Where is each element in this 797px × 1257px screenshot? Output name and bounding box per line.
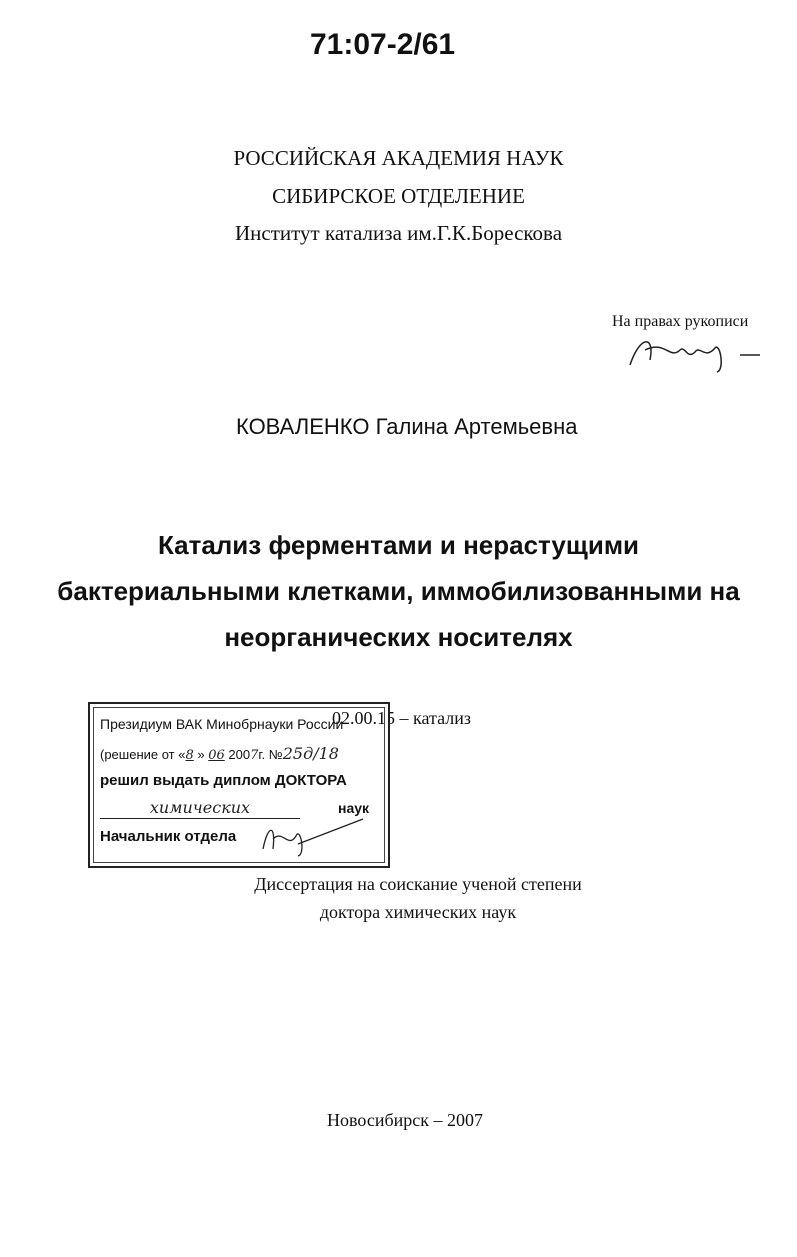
vak-stamp — [88, 702, 390, 868]
stamp-decision-line: (решение от «8 » 06 2007г. №25д/18 — [100, 744, 339, 763]
stamp-line-3: решил выдать диплом ДОКТОРА — [100, 772, 347, 789]
title-line-3: неорганических носителях — [224, 622, 573, 652]
stamp-month: 06 — [208, 748, 225, 763]
stamp-line-1: Президиум ВАК Минобрнауки России — [100, 716, 344, 732]
stamp-year-prefix: 200 — [228, 747, 251, 762]
stamp-signature — [258, 814, 368, 859]
stamp-science-handwritten: химических — [149, 798, 251, 817]
stamp-year-suffix: г. № — [258, 747, 283, 762]
title-line-2: бактериальными клетками, иммобилизованными на — [57, 576, 740, 606]
org-line-1: РОССИЙСКАЯ АКАДЕМИЯ НАУК — [233, 146, 564, 170]
author-name: КОВАЛЕНКО Галина Артемьевна — [236, 414, 578, 439]
specialty: 02.00.15 – катализ — [332, 708, 471, 728]
stamp-line-5: Начальник отдела — [100, 828, 237, 845]
degree-line-2: доктора химических наук — [319, 902, 517, 922]
manuscript-note: На правах рукописи — [612, 313, 749, 330]
title-line-1: Катализ ферментами и нерастущими — [157, 530, 640, 560]
stamp-decision-prefix: (решение от « — [100, 747, 186, 762]
stamp-year-digit: 7 — [250, 748, 259, 763]
org-line-2: СИБИРСКОЕ ОТДЕЛЕНИЕ — [272, 184, 525, 208]
stamp-science-suffix: наук — [338, 800, 370, 816]
city-year: Новосибирск – 2007 — [327, 1110, 483, 1130]
org-line-3: Институт катализа им.Г.К.Борескова — [234, 221, 563, 245]
archive-code: 71:07-2/61 — [310, 28, 456, 61]
degree-line-1: Диссертация на соискание ученой степени — [254, 874, 582, 894]
author-signature — [625, 330, 765, 375]
stamp-number: 25д/18 — [282, 744, 339, 763]
stamp-day: 8 — [185, 748, 194, 763]
